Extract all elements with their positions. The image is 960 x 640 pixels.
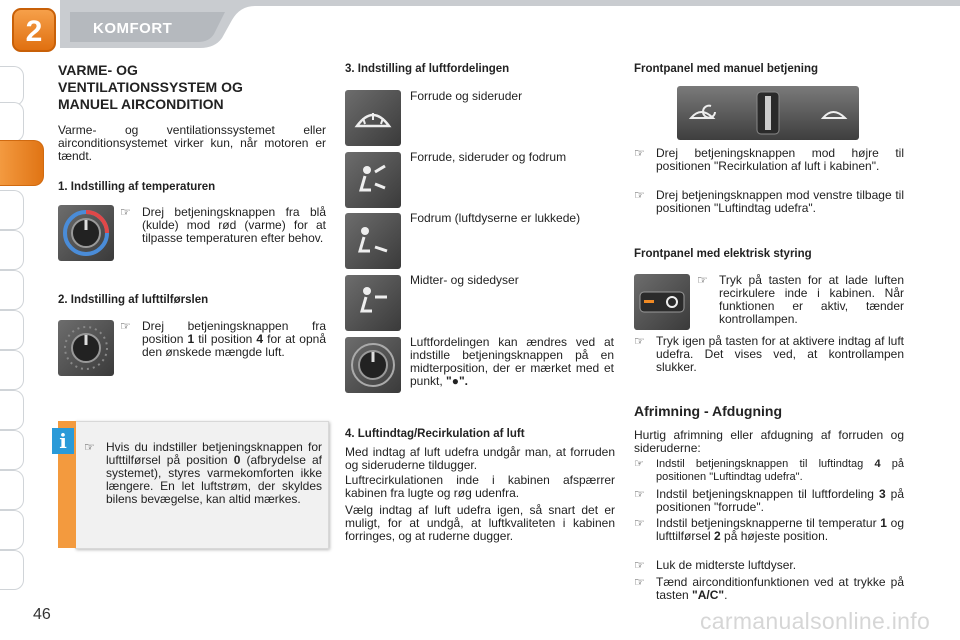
temperature-instruction: ☞ Drej betjeningsknappen fra blå (kulde) mod rød (varme) for at tilpasse temperaturen efter behov. xyxy=(120,205,326,245)
heading-temperature: 1. Indstilling af temperaturen xyxy=(58,181,216,193)
section-title-heating: VARME- OG VENTILATIONSSYSTEM OG MANUEL AIRCONDITION xyxy=(58,62,243,112)
chapter-number-badge: 2 xyxy=(12,8,56,52)
intro-paragraph: Varme- og ventilationssystemet eller airconditionsystemet virker kun, når motoren er tændt. xyxy=(58,123,326,163)
pointer-icon: ☞ xyxy=(634,334,645,348)
pointer-icon: ☞ xyxy=(120,205,131,219)
side-tab-comfort-active[interactable] xyxy=(0,140,44,186)
info-icon: i xyxy=(52,428,74,454)
side-tab-13[interactable] xyxy=(0,550,24,590)
chapter-title: KOMFORT xyxy=(93,20,173,37)
pointer-icon: ☞ xyxy=(634,558,645,572)
side-tab-6[interactable] xyxy=(0,270,24,310)
manual-instruction-2: ☞ Drej betjeningsknappen mod venstre tilbage til positionen "Luftindtag udefra". xyxy=(634,188,904,215)
manual-recirc-control-image xyxy=(677,86,859,140)
side-tab-5[interactable] xyxy=(0,230,24,270)
defrost-step-3: ☞ Indstil betjeningsknapperne til temperatur 1 og lufttilførsel 2 på højeste position. xyxy=(634,516,905,543)
air-supply-instruction: ☞ Drej betjeningsknappen fra position 1 til position 4 for at opnå den ønskede mængde luft. xyxy=(120,319,326,359)
distribution-option-4: Midter- og sidedyser xyxy=(410,273,519,287)
watermark: carmanualsonline.info xyxy=(700,608,931,634)
pointer-icon: ☞ xyxy=(634,458,644,470)
windscreen-vent-icon xyxy=(345,90,401,146)
footwell-vent-icon xyxy=(345,213,401,269)
pointer-icon: ☞ xyxy=(634,146,645,160)
side-tab-12[interactable] xyxy=(0,510,24,550)
page-number: 46 xyxy=(33,606,51,623)
heading-electric-panel: Frontpanel med elektrisk styring xyxy=(634,248,812,260)
air-intake-paragraph-1: Med indtag af luft udefra undgår man, at forruden og sideruderne tildugger. xyxy=(345,445,615,472)
side-tab-10[interactable] xyxy=(0,430,24,470)
heading-defrost: Afrimning - Afdugning xyxy=(634,403,782,419)
defrost-step-5: ☞ Tænd airconditionfunktionen ved at trykke på tasten "A/C". xyxy=(634,575,904,602)
distribution-option-2: Forrude, sideruder og fodrum xyxy=(410,150,567,164)
side-tab-11[interactable] xyxy=(0,470,24,510)
air-supply-knob-icon xyxy=(58,320,114,376)
distribution-option-1: Forrude og sideruder xyxy=(410,89,523,103)
temperature-knob-icon xyxy=(58,205,114,261)
heading-air-distribution: 3. Indstilling af luftfordelingen xyxy=(345,63,510,75)
distribution-knob-icon xyxy=(345,337,401,393)
electric-instruction-1: ☞ Tryk på tasten for at lade luften recirkulere inde i kabinen. Når funktionen er aktiv, tænder kontrollampen. xyxy=(697,273,904,326)
pointer-icon: ☞ xyxy=(84,440,95,454)
recirculation-button-image xyxy=(634,274,690,330)
windscreen-footwell-icon xyxy=(345,152,401,208)
side-tab-1[interactable] xyxy=(0,66,24,106)
heading-manual-panel: Frontpanel med manuel betjening xyxy=(634,63,819,75)
manual-instruction-1: ☞ Drej betjeningsknappen mod højre til positionen "Recirkulation af luft i kabinen". xyxy=(634,146,904,173)
air-intake-paragraph-2: Luftrecirkulationen inde i kabinen afspærrer kabinen fra lugte og røg udenfra. xyxy=(345,473,615,500)
distribution-option-3: Fodrum (luftdyserne er lukkede) xyxy=(410,211,581,225)
defrost-step-4: ☞ Luk de midterste luftdyser. xyxy=(634,558,797,572)
distribution-intermediate-text: Luftfordelingen kan ændres ved at indstille betjeningsknappen på en midterposition, der er mærket med et punkt, "●". xyxy=(410,335,614,388)
side-tab-4[interactable] xyxy=(0,190,24,230)
pointer-icon: ☞ xyxy=(120,319,131,333)
pointer-icon: ☞ xyxy=(634,188,645,202)
air-intake-paragraph-3: Vælg indtag af luft udefra igen, så snart det er muligt, for at undgå, at luftkvaliteten i kabinen forringes, og at ruderne dugger. xyxy=(345,503,615,543)
side-tab-8[interactable] xyxy=(0,350,24,390)
pointer-icon: ☞ xyxy=(634,487,645,501)
defrost-step-1: ☞ Indstil betjeningsknappen til luftindtag 4 på positionen "Luftindtag udefra". xyxy=(634,458,905,483)
pointer-icon: ☞ xyxy=(697,273,708,287)
heading-air-supply: 2. Indstilling af lufttilførslen xyxy=(58,294,209,306)
pointer-icon: ☞ xyxy=(634,516,645,530)
side-tab-2[interactable] xyxy=(0,102,24,142)
side-tab-7[interactable] xyxy=(0,310,24,350)
pointer-icon: ☞ xyxy=(634,575,645,589)
electric-instruction-2: ☞ Tryk igen på tasten for at aktivere indtag af luft udefra. Det vises ved, at kontrollampen slukker. xyxy=(634,334,904,374)
center-side-vent-icon xyxy=(345,275,401,331)
heading-air-intake: 4. Luftindtag/Recirkulation af luft xyxy=(345,428,525,440)
info-note-text: ☞ Hvis du indstiller betjeningsknappen for lufttilførsel på position 0 (afbrydelse af systemet), styres varmekomforten ikke længere. En let luftstrøm, der skyldes bilens bevægelse, kan altid mærkes. xyxy=(84,440,322,506)
side-tab-9[interactable] xyxy=(0,390,24,430)
defrost-step-2: ☞ Indstil betjeningsknappen til luftfordeling 3 på positionen "forrude". xyxy=(634,487,905,514)
defrost-intro: Hurtig afrimning eller afdugning af forruden og sideruderne: xyxy=(634,428,904,455)
